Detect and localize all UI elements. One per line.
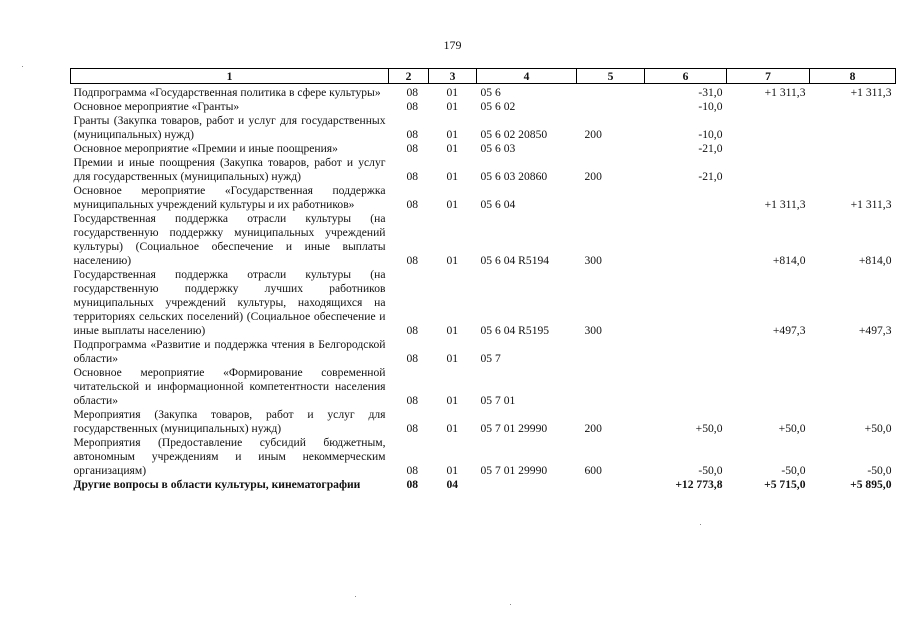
row-value-cell (577, 184, 645, 212)
row-value-cell (810, 366, 896, 408)
row-value-cell: +50,0 (695, 422, 723, 435)
row-value-cell: 05 7 01 (480, 394, 516, 407)
row-value-cell (577, 100, 645, 114)
row-value-cell: +497,3 (772, 324, 806, 337)
row-value-cell (810, 142, 896, 156)
row-name-cell: Подпрограмма «Государственная политика в сфере культуры» (73, 86, 381, 99)
column-header: 6 (645, 69, 727, 84)
row-value-cell: 600 (584, 464, 602, 477)
row-value-cell: 08 (406, 128, 419, 141)
row-value-cell: 01 (446, 198, 459, 211)
row-value-cell: -10,0 (698, 100, 723, 113)
column-header: 2 (389, 69, 429, 84)
table-row (71, 142, 896, 156)
row-value-cell: +1 311,3 (764, 86, 806, 99)
row-value-cell (727, 114, 810, 142)
row-value-cell (810, 338, 896, 366)
row-value-cell: 01 (446, 170, 459, 183)
row-value-cell: 05 7 (480, 352, 501, 365)
row-value-cell: 05 6 02 (480, 100, 516, 113)
row-value-cell (577, 338, 645, 366)
row-value-cell: 01 (446, 422, 459, 435)
column-header: 3 (429, 69, 477, 84)
row-value-cell: 01 (446, 254, 459, 267)
table-row (71, 156, 896, 184)
row-value-cell: 200 (584, 170, 602, 183)
row-value-cell: -21,0 (698, 142, 723, 155)
row-value-cell: +5 715,0 (764, 478, 806, 491)
row-name-cell: Другие вопросы в области культуры, кинематографии (73, 478, 361, 491)
column-header: 1 (71, 69, 389, 84)
table-row (71, 436, 896, 478)
row-value-cell: 05 6 02 20850 (480, 128, 548, 141)
row-value-cell: -50,0 (867, 464, 892, 477)
row-value-cell: 05 6 03 (480, 142, 516, 155)
row-name-cell: Государственная поддержка отрасли культуры (на государственную поддержку муниципальных учреждений культуры) (Социальное обеспечение и иные выплаты населению) (73, 212, 386, 267)
row-value-cell: +5 895,0 (850, 478, 892, 491)
row-value-cell: 08 (406, 170, 419, 183)
row-name-cell: Подпрограмма «Развитие и поддержка чтения в Белгородской области» (73, 338, 386, 365)
row-name-cell: Мероприятия (Предоставление субсидий бюджетным, автономным учреждениям и иным некоммерческим организациям) (73, 436, 386, 477)
table-row (71, 366, 896, 408)
row-name-cell: Основное мероприятие «Формирование современной читательской и информационной компетентности населения области» (73, 366, 386, 407)
row-value-cell (645, 184, 727, 212)
table-row (71, 478, 896, 492)
row-value-cell (645, 366, 727, 408)
row-value-cell: 08 (406, 86, 419, 99)
table-row (71, 100, 896, 114)
row-name-cell: Основное мероприятие «Государственная поддержка муниципальных учреждений культуры и их работников» (73, 184, 386, 211)
header-row (71, 69, 896, 84)
row-name-cell: Мероприятия (Закупка товаров, работ и услуг для государственных (муниципальных) нужд) (73, 408, 386, 435)
row-value-cell (727, 338, 810, 366)
row-value-cell (577, 366, 645, 408)
row-value-cell: 05 6 03 20860 (480, 170, 548, 183)
row-value-cell: 01 (446, 394, 459, 407)
row-value-cell (645, 268, 727, 338)
row-value-cell: 05 6 04 R5194 (480, 254, 550, 267)
row-value-cell: 05 7 01 29990 (480, 422, 548, 435)
row-value-cell: -31,0 (698, 86, 723, 99)
column-header: 7 (727, 69, 810, 84)
row-value-cell: 04 (446, 478, 459, 491)
row-name-cell: Основное мероприятие «Гранты» (73, 100, 240, 113)
row-value-cell: +814,0 (772, 254, 806, 267)
row-name-cell: Премии и иные поощрения (Закупка товаров, работ и услуг для государственных (муниципальных) нужд) (73, 156, 386, 183)
table-row (71, 268, 896, 338)
row-value-cell: 05 6 (480, 86, 501, 99)
row-value-cell: +1 311,3 (850, 198, 892, 211)
table-body (71, 84, 896, 493)
row-value-cell: 08 (406, 464, 419, 477)
row-value-cell: -21,0 (698, 170, 723, 183)
row-name-cell: Государственная поддержка отрасли культуры (на государственную поддержку лучших работников муниципальных учреждений культуры, находящихся на территориях сельских поселений) (Социальное обеспечение и иные выплаты населению) (73, 268, 386, 337)
row-value-cell: +1 311,3 (764, 198, 806, 211)
row-value-cell: 08 (406, 198, 419, 211)
row-value-cell: 08 (406, 478, 419, 491)
row-value-cell: 05 6 04 (480, 198, 516, 211)
table-row (71, 338, 896, 366)
row-value-cell: -50,0 (781, 464, 806, 477)
row-value-cell: 05 6 04 R5195 (480, 324, 550, 337)
row-value-cell: 01 (446, 86, 459, 99)
row-value-cell: 200 (584, 128, 602, 141)
row-value-cell: 08 (406, 142, 419, 155)
table-row (71, 84, 896, 101)
row-value-cell (727, 100, 810, 114)
row-value-cell: 08 (406, 422, 419, 435)
row-value-cell: +497,3 (858, 324, 892, 337)
page-number: 179 (443, 38, 462, 52)
row-value-cell (810, 100, 896, 114)
row-value-cell: 200 (584, 422, 602, 435)
row-value-cell (577, 84, 645, 101)
row-value-cell: 300 (584, 324, 602, 337)
row-name-cell: Гранты (Закупка товаров, работ и услуг для государственных (муниципальных) нужд) (73, 114, 386, 141)
row-value-cell: -10,0 (698, 128, 723, 141)
row-value-cell: 08 (406, 394, 419, 407)
budget-table (70, 68, 896, 492)
column-header: 8 (810, 69, 896, 84)
row-value-cell: 01 (446, 100, 459, 113)
row-value-cell: 01 (446, 324, 459, 337)
row-value-cell (727, 156, 810, 184)
row-value-cell: 01 (446, 142, 459, 155)
row-value-cell (727, 366, 810, 408)
row-value-cell (810, 156, 896, 184)
row-value-cell (810, 114, 896, 142)
table-row (71, 408, 896, 436)
row-value-cell: +12 773,8 (675, 478, 723, 491)
column-header: 5 (577, 69, 645, 84)
row-value-cell (477, 478, 577, 492)
row-name-cell: Основное мероприятие «Премии и иные поощрения» (73, 142, 338, 155)
row-value-cell: 08 (406, 324, 419, 337)
row-value-cell: 08 (406, 100, 419, 113)
row-value-cell: 08 (406, 254, 419, 267)
row-value-cell: 08 (406, 352, 419, 365)
row-value-cell: 300 (584, 254, 602, 267)
row-value-cell: 01 (446, 352, 459, 365)
table-row (71, 184, 896, 212)
row-value-cell: 05 7 01 29990 (480, 464, 548, 477)
row-value-cell: -50,0 (698, 464, 723, 477)
table-row (71, 212, 896, 268)
row-value-cell: +814,0 (858, 254, 892, 267)
row-value-cell (645, 338, 727, 366)
row-value-cell: +50,0 (778, 422, 806, 435)
row-value-cell (577, 478, 645, 492)
row-value-cell: 01 (446, 128, 459, 141)
row-value-cell: +1 311,3 (850, 86, 892, 99)
row-value-cell (727, 142, 810, 156)
row-value-cell (645, 212, 727, 268)
row-value-cell: +50,0 (864, 422, 892, 435)
table-row (71, 114, 896, 142)
row-value-cell (577, 142, 645, 156)
row-value-cell: 01 (446, 464, 459, 477)
column-header: 4 (477, 69, 577, 84)
